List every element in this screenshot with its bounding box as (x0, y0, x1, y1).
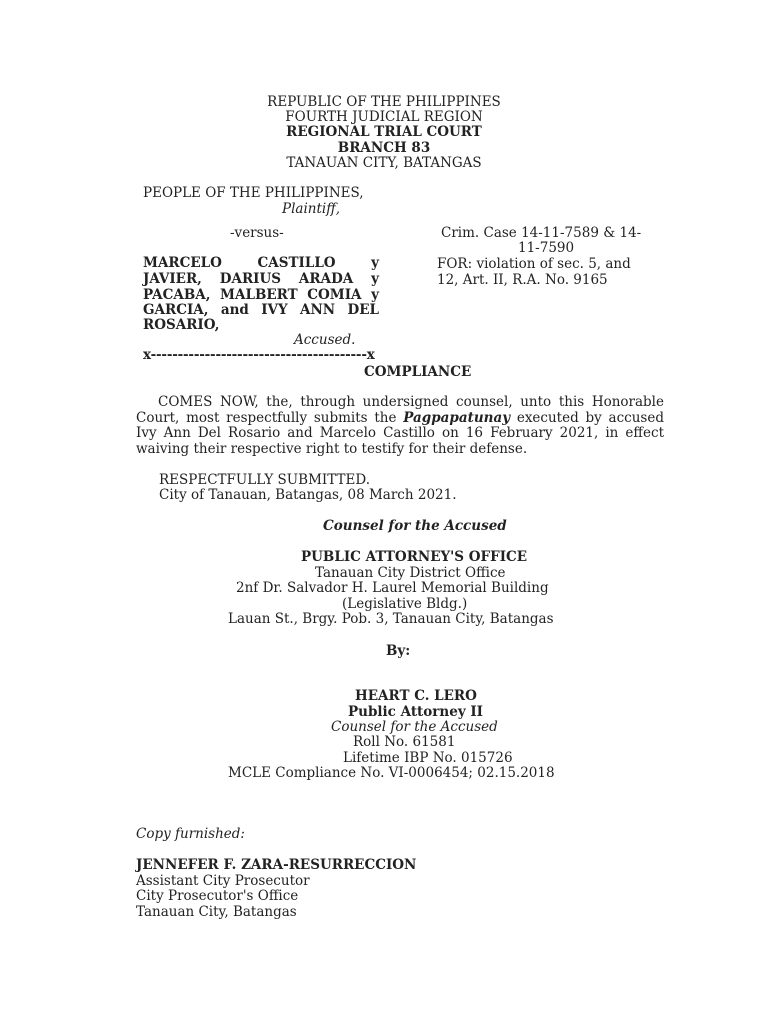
counsel-label: Counsel for the Accused (323, 518, 507, 534)
accused-line-2: JAVIER, DARIUS ARADA y (143, 271, 379, 287)
prosecutor-title: Assistant City Prosecutor (136, 873, 310, 889)
header-branch: BRANCH 83 (337, 140, 431, 156)
header-region: FOURTH JUDICIAL REGION (285, 109, 483, 125)
charge-line-2: 12, Art. II, R.A. No. 9165 (437, 272, 608, 288)
ibp-number: Lifetime IBP No. 015726 (343, 750, 513, 766)
signatory-role: Counsel for the Accused (331, 719, 498, 735)
signatory-title: Public Attorney II (348, 704, 483, 720)
copy-furnished-label: Copy furnished: (136, 826, 245, 842)
case-number-line-1: Crim. Case 14-11-7589 & 14- (441, 225, 642, 241)
building-name: 2nf Dr. Salvador H. Laurel Memorial Building (236, 580, 549, 596)
accused-line-5: ROSARIO, (143, 317, 220, 333)
body-text-a: COMES NOW, the, through undersigned counsel, unto this Honorable Court, most respectfully submits the (136, 394, 664, 426)
signatory-name: HEART C. LERO (355, 688, 477, 704)
district-office: Tanauan City District Office (315, 565, 506, 581)
header-court: REGIONAL TRIAL COURT (286, 124, 482, 140)
caption-divider: x----------------------------------------x (143, 348, 375, 363)
accused-role: Accused. (294, 332, 356, 348)
document-title: COMPLIANCE (364, 364, 472, 380)
office-name: PUBLIC ATTORNEY'S OFFICE (301, 549, 528, 565)
header-city: TANAUAN CITY, BATANGAS (286, 155, 482, 171)
plaintiff-role: Plaintiff, (282, 201, 341, 217)
body-text-b: executed by accused Ivy Ann Del Rosario and Marcelo Castillo on 16 February 2021, in effect waiving their respective right to testify for their defense. (136, 409, 664, 457)
by-label: By: (386, 643, 411, 659)
mcle-number: MCLE Compliance No. VI-0006454; 02.15.2018 (228, 765, 555, 781)
case-number-line-2: 11-7590 (518, 240, 575, 256)
building-note: (Legislative Bldg.) (342, 596, 468, 612)
respectfully-submitted: RESPECTFULLY SUBMITTED. (159, 472, 371, 488)
versus-label: -versus- (230, 225, 284, 241)
prosecutor-office: City Prosecutor's Office (136, 888, 299, 904)
accused-line-4: GARCIA, and IVY ANN DEL (143, 302, 379, 318)
header-republic: REPUBLIC OF THE PHILIPPINES (267, 94, 501, 110)
body-paragraph (136, 395, 664, 457)
body-emphasis: Pagpapatunay (403, 409, 511, 426)
plaintiff-name: PEOPLE OF THE PHILIPPINES, (143, 185, 364, 201)
prosecutor-city: Tanauan City, Batangas (136, 904, 297, 920)
prosecutor-name: JENNEFER F. ZARA-RESURRECCION (136, 857, 417, 873)
office-address: Lauan St., Brgy. Pob. 3, Tanauan City, Batangas (228, 611, 554, 627)
accused-line-1: MARCELO CASTILLO y (143, 255, 379, 271)
charge-line-1: FOR: violation of sec. 5, and (437, 256, 631, 272)
roll-number: Roll No. 61581 (353, 734, 456, 750)
place-date: City of Tanauan, Batangas, 08 March 2021. (159, 487, 457, 503)
accused-line-3: PACABA, MALBERT COMIA y (143, 287, 379, 303)
